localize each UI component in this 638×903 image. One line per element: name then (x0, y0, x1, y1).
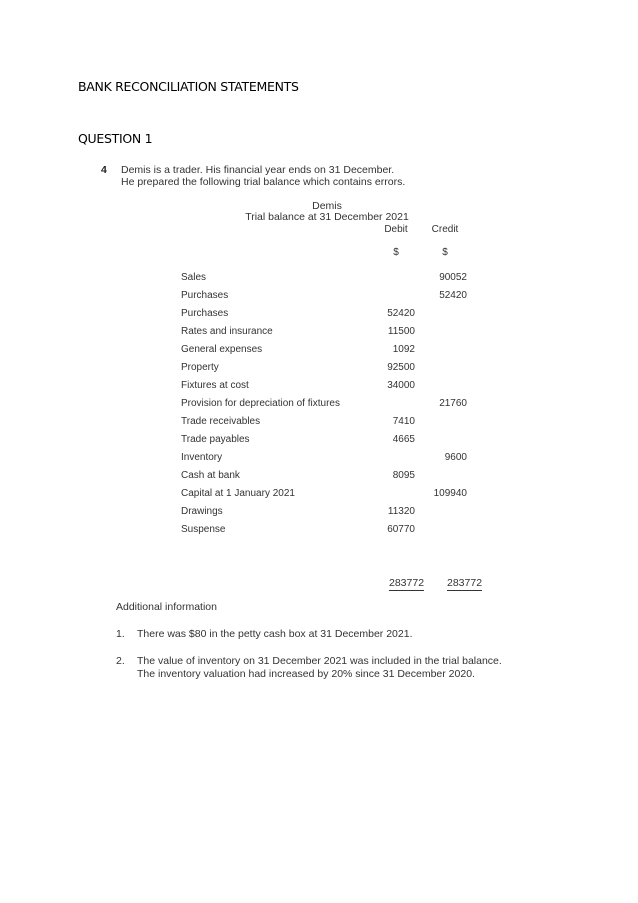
row-debit: 92500 (387, 362, 415, 373)
row-label: Sales (181, 272, 207, 283)
note-text: The value of inventory on 31 December 2021 was included in the trial balance. (137, 655, 502, 667)
note-text: The inventory valuation had increased by 20% since 31 December 2020. (137, 668, 475, 680)
table-row (0, 414, 638, 432)
credit-column-header: Credit (431, 224, 459, 235)
table-row (0, 342, 638, 360)
row-credit: 21760 (439, 398, 467, 409)
row-debit: 11320 (387, 506, 415, 517)
table-row (0, 324, 638, 342)
row-debit: 34000 (387, 380, 415, 391)
row-label: Drawings (181, 506, 223, 517)
row-debit: 1092 (392, 344, 415, 355)
row-label: Provision for depreciation of fixtures (181, 398, 340, 409)
note-number: 1. (116, 628, 125, 640)
table-row (0, 486, 638, 504)
question-heading: QUESTION 1 (78, 131, 153, 146)
row-label: General expenses (181, 344, 263, 355)
trial-balance-name: Demis (312, 200, 342, 212)
table-row (0, 504, 638, 522)
note-number: 2. (116, 655, 125, 667)
row-debit: 8095 (392, 470, 415, 481)
row-debit: 60770 (387, 524, 415, 535)
row-label: Suspense (181, 524, 226, 535)
debit-currency: $ (393, 247, 399, 258)
table-row (0, 378, 638, 396)
table-row (0, 288, 638, 306)
total-credit-value: 283772 (447, 577, 483, 589)
intro-line: Demis is a trader. His financial year ends on 31 December. (121, 164, 395, 176)
table-row (0, 396, 638, 414)
row-debit: 52420 (387, 308, 415, 319)
table-row (0, 468, 638, 486)
row-label: Inventory (181, 452, 223, 463)
total-debit (389, 577, 424, 589)
total-debit-value: 283772 (389, 577, 425, 589)
table-row (0, 306, 638, 324)
row-debit: 11500 (387, 326, 415, 337)
row-label: Property (181, 362, 219, 373)
row-label: Trade payables (181, 434, 250, 445)
row-debit: 4665 (392, 434, 415, 445)
question-number: 4 (101, 164, 107, 176)
row-label: Cash at bank (181, 470, 240, 481)
additional-info-title: Additional information (116, 601, 217, 613)
trial-balance-subtitle: Trial balance at 31 December 2021 (245, 211, 409, 223)
table-row (0, 432, 638, 450)
row-credit: 9600 (444, 452, 467, 463)
question-intro (121, 164, 405, 188)
total-credit (447, 577, 482, 589)
row-label: Rates and insurance (181, 326, 273, 337)
row-credit: 90052 (439, 272, 467, 283)
note-text: There was $80 in the petty cash box at 31 December 2021. (137, 628, 413, 640)
row-credit: 52420 (439, 290, 467, 301)
intro-line: He prepared the following trial balance which contains errors. (121, 176, 406, 188)
page-heading: BANK RECONCILIATION STATEMENTS (78, 79, 299, 94)
row-label: Purchases (181, 308, 229, 319)
credit-currency: $ (442, 247, 448, 258)
row-label: Capital at 1 January 2021 (181, 488, 295, 499)
table-row (0, 270, 638, 288)
trial-balance-rows (0, 270, 638, 540)
row-label: Trade receivables (181, 416, 261, 427)
table-row (0, 360, 638, 378)
row-debit: 7410 (392, 416, 415, 427)
table-row (0, 450, 638, 468)
row-label: Fixtures at cost (181, 380, 249, 391)
row-credit: 109940 (433, 488, 467, 499)
row-label: Purchases (181, 290, 229, 301)
table-row (0, 522, 638, 540)
debit-column-header: Debit (384, 224, 408, 235)
